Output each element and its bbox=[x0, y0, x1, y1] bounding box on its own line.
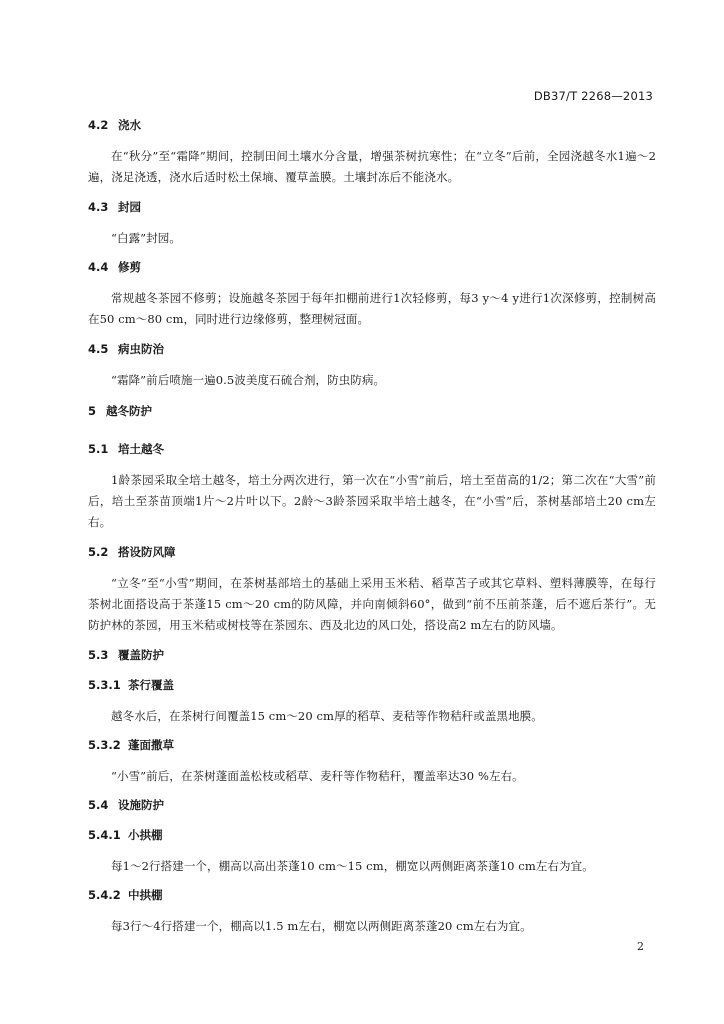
heading-title: 覆盖防护 bbox=[118, 648, 164, 662]
heading-4-4 bbox=[88, 258, 656, 288]
paragraph-5-4-2: 每3行～4行搭建一个，棚高以1.5 m左右，棚宽以两侧距离茶蓬20 cm左右为宜。 bbox=[111, 919, 532, 933]
heading-number: 5 bbox=[88, 404, 97, 418]
heading-title: 病虫防治 bbox=[118, 342, 164, 356]
document-code: DB37/T 2268—2013 bbox=[533, 89, 653, 103]
heading-number: 4.4 bbox=[88, 260, 109, 274]
heading-5-4 bbox=[88, 796, 656, 826]
heading-number: 5.3.1 bbox=[88, 678, 121, 692]
paragraph-4-3: “白露”封园。 bbox=[111, 231, 181, 245]
heading-5-2 bbox=[88, 543, 656, 573]
heading-number: 5.3 bbox=[88, 648, 109, 662]
heading-title: 中拱棚 bbox=[128, 888, 163, 902]
heading-number: 4.3 bbox=[88, 200, 109, 214]
document-body bbox=[88, 116, 656, 946]
heading-title: 修剪 bbox=[118, 260, 141, 274]
heading-title: 培土越冬 bbox=[118, 442, 164, 456]
heading-title: 设施防护 bbox=[118, 798, 164, 812]
heading-title: 搭设防风障 bbox=[118, 545, 176, 559]
heading-5-3-2 bbox=[88, 736, 656, 766]
heading-4-3 bbox=[88, 198, 656, 228]
paragraph-5-2: “立冬”至“小雪”期间，在茶树基部培土的基础上采用玉米秸、稻草苫子或其它草料、塑料薄膜等，在每行茶树北面搭设高于茶蓬15 cm～20 cm的防风障，并向南倾斜60°，做到“前不压前茶蓬，后不遮后茶行”。无防护林的茶园，用玉米秸或树枝等在茶园东、西及北边的风口处，搭设高2 m左右的防风墙。 bbox=[88, 576, 656, 632]
heading-title: 蓬面撒草 bbox=[128, 738, 174, 752]
heading-title: 小拱棚 bbox=[128, 828, 163, 842]
heading-number: 4.2 bbox=[88, 118, 109, 132]
paragraph-4-4: 常规越冬茶园不修剪；设施越冬茶园于每年扣棚前进行1次轻修剪，每3 y～4 y进行1次深修剪，控制树高在50 cm～80 cm，同时进行边缘修剪，整理树冠面。 bbox=[88, 291, 656, 326]
heading-title: 浇水 bbox=[118, 118, 141, 132]
heading-title: 封园 bbox=[118, 200, 141, 214]
heading-5-3-1 bbox=[88, 676, 656, 706]
heading-number: 5.3.2 bbox=[88, 738, 121, 752]
page-number: 2 bbox=[637, 940, 644, 953]
paragraph-4-5: “霜降”前后喷施一遍0.5波美度石硫合剂，防虫防病。 bbox=[111, 373, 386, 387]
heading-title: 茶行覆盖 bbox=[128, 678, 174, 692]
paragraph-5-3-2: “小雪”前后，在茶树蓬面盖松枝或稻草、麦秆等作物秸秆，覆盖率达30 %左右。 bbox=[111, 769, 524, 783]
heading-5-4-1 bbox=[88, 826, 656, 856]
paragraph-5-3-1: 越冬水后，在茶树行间覆盖15 cm～20 cm厚的稻草、麦秸等作物秸秆或盖黑地膜。 bbox=[111, 709, 543, 723]
heading-number: 5.4.2 bbox=[88, 888, 121, 902]
heading-5 bbox=[88, 400, 656, 440]
heading-5-3 bbox=[88, 646, 656, 676]
heading-number: 5.4 bbox=[88, 798, 109, 812]
heading-4-2 bbox=[88, 116, 656, 146]
paragraph-5-1: 1龄茶园采取全培土越冬，培土分两次进行，第一次在“小雪”前后，培土至苗高的1/2；第二次在“大雪”前后，培土至茶苗顶端1片～2片叶以下。2龄～3龄茶园采取半培土越冬，在“小雪”后，茶树基部培土20 cm左右。 bbox=[88, 473, 656, 529]
heading-4-5 bbox=[88, 340, 656, 370]
heading-title: 越冬防护 bbox=[106, 404, 152, 418]
heading-5-4-2 bbox=[88, 886, 656, 916]
heading-number: 5.1 bbox=[88, 442, 109, 456]
paragraph-4-2: 在“秋分”至“霜降”期间，控制田间土壤水分含量，增强茶树抗寒性；在“立冬”后前，全园浇越冬水1遍～2遍，浇足浇透，浇水后适时松土保墒、覆草盖膜。土壤封冻后不能浇水。 bbox=[88, 149, 656, 184]
heading-number: 5.4.1 bbox=[88, 828, 121, 842]
heading-number: 5.2 bbox=[88, 545, 109, 559]
heading-5-1 bbox=[88, 440, 656, 470]
paragraph-5-4-1: 每1～2行搭建一个，棚高以高出茶蓬10 cm～15 cm，棚宽以两侧距离茶蓬10 cm左右为宜。 bbox=[111, 859, 594, 873]
heading-number: 4.5 bbox=[88, 342, 109, 356]
